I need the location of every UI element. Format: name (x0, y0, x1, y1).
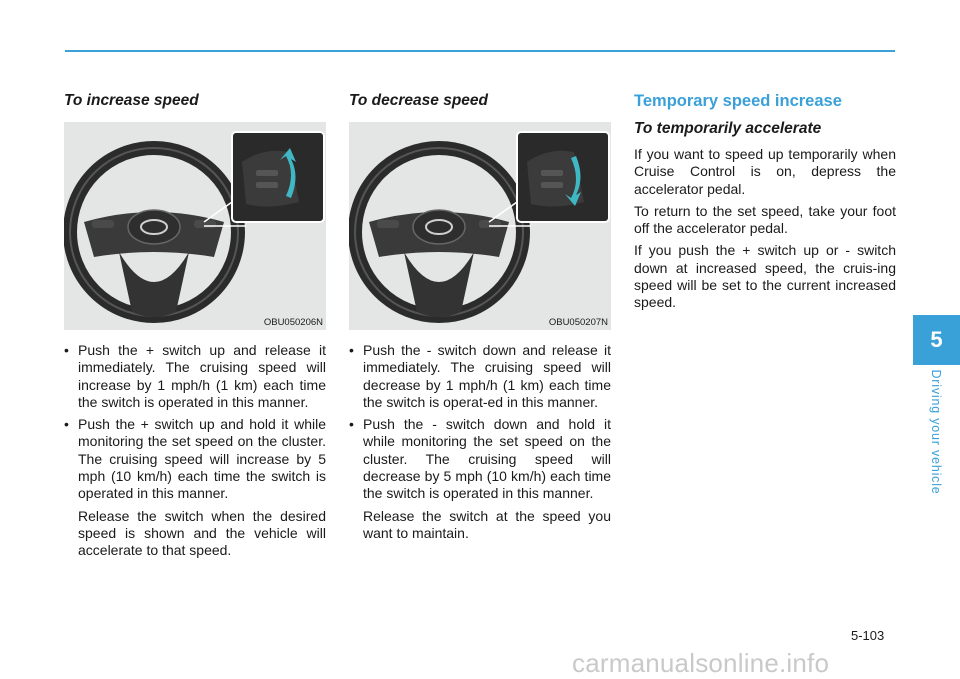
heading-temporarily-accelerate: To temporarily accelerate (634, 120, 822, 137)
watermark: carmanualsonline.info (572, 648, 830, 678)
column-decrease-speed (349, 92, 611, 542)
list-item: • Push the - switch down and release it immediately. The cruising speed will decrease by 1 mph/h (1 km) each time the switch is operat-ed in this manner. (349, 342, 611, 411)
bullet-list (64, 342, 326, 503)
column-temporary-speed (634, 92, 896, 317)
figure-code: OBU050207N (548, 317, 608, 328)
heading-increase-speed: To increase speed (64, 92, 199, 109)
figure-code: OBU050206N (263, 317, 323, 328)
heading-decrease-speed: To decrease speed (349, 92, 488, 109)
page-number: 5-103 (851, 628, 885, 643)
paragraph: If you want to speed up temporarily when Cruise Control is on, depress the accelerator pedal. (634, 146, 896, 197)
switch-detail-inset (232, 132, 324, 222)
column-increase-speed (64, 92, 326, 560)
list-item: • Push the - switch down and hold it while monitoring the set speed on the cluster. The cruising speed will decrease by 5 mph (10 km/h) each time the switch is operated in this manner. (349, 416, 611, 502)
steering-wheel-illustration (349, 122, 611, 330)
continuation-text: Release the switch at the speed you want to maintain. (363, 507, 611, 541)
steering-wheel-illustration (64, 122, 326, 330)
figure-steering-wheel-decrease (349, 122, 611, 330)
list-item: • Push the + switch up and release it immediately. The cruising speed will increase by 1 mph/h (1 km) each time the switch is operated in this manner. (64, 342, 326, 411)
continuation-text: Release the switch when the desired speed is shown and the vehicle will accelerate to that speed. (78, 507, 326, 559)
steering-wheel-icon (355, 148, 523, 317)
chapter-label: Driving your vehicle (929, 369, 943, 495)
bullet-list (349, 342, 611, 503)
paragraph: To return to the set speed, take your foot off the accelerator pedal. (634, 202, 896, 237)
list-item: • Push the + switch up and hold it while monitoring the set speed on the cluster. The cruising speed will increase by 5 mph (10 km/h) each time the switch is operated in this manner. (64, 416, 326, 502)
paragraph: If you push the + switch up or - switch down at increased speed, the cruis-ing speed will be set to the current increased speed. (634, 242, 896, 311)
switch-detail-inset (517, 132, 609, 222)
figure-steering-wheel-increase (64, 122, 326, 330)
top-rule (65, 50, 895, 52)
chapter-tab: 5 (913, 315, 960, 365)
section-title: Temporary speed increase (634, 92, 842, 110)
steering-wheel-icon (70, 148, 238, 317)
